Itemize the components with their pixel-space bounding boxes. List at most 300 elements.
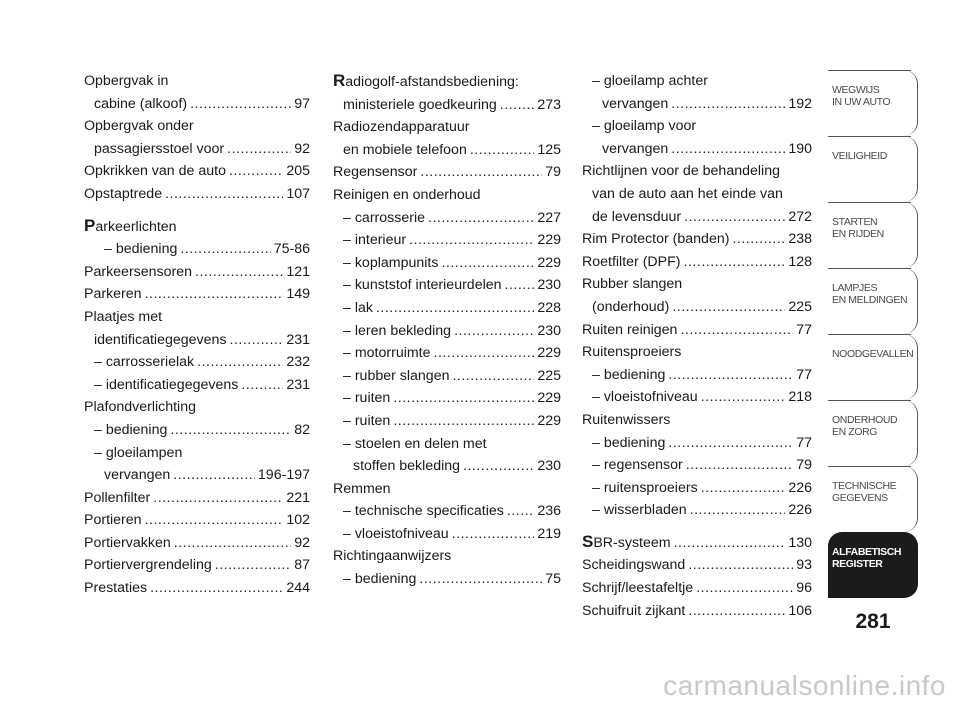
index-line — [582, 183, 812, 206]
index-line-with-page — [84, 261, 310, 284]
dot-leader — [671, 138, 785, 161]
watermark: carmanualsonline.info — [663, 670, 946, 701]
page-reference: 230 — [537, 322, 561, 339]
page-reference: 79 — [545, 164, 561, 181]
index-term-text: Scheidingswand — [582, 557, 686, 574]
dot-leader — [500, 94, 535, 117]
index-entry — [333, 207, 561, 230]
index-entry — [84, 442, 310, 487]
index-term-text: arkeerlichten — [95, 218, 177, 235]
page-reference: 107 — [286, 185, 310, 202]
index-entry — [333, 274, 561, 297]
section-tab-label: TECHNISCHE — [832, 480, 897, 492]
index-term-text: – regensensor — [592, 457, 683, 474]
index-entry — [333, 365, 561, 388]
index-term-text: stoffen bekleding — [353, 458, 461, 475]
page-reference: 149 — [286, 286, 310, 303]
index-line-with-page — [582, 477, 812, 500]
index-term-text: Opbergvak onder — [84, 118, 194, 135]
index-line-with-page — [582, 364, 812, 387]
dot-leader — [145, 509, 284, 532]
index-term-text: Portiervergrendeling — [84, 557, 212, 574]
dot-leader — [684, 206, 785, 229]
dot-leader — [684, 251, 786, 274]
index-line-with-page — [84, 487, 310, 510]
index-line-with-page — [582, 251, 812, 274]
index-term — [602, 138, 668, 161]
page-reference: 130 — [788, 534, 812, 551]
index-term — [84, 115, 194, 138]
index-term — [84, 160, 226, 183]
section-tab-label: VEILIGHEID — [832, 150, 887, 162]
index-term-text: – leren bekleding — [343, 322, 452, 339]
dot-leader — [227, 138, 291, 161]
index-term-text: – bediening — [343, 571, 417, 588]
page-reference: 226 — [788, 479, 812, 496]
section-tab-label: EN MELDINGEN — [832, 294, 908, 306]
page-reference: 238 — [788, 231, 812, 248]
page-reference: 225 — [788, 298, 812, 315]
dot-leader — [420, 161, 542, 184]
index-term-text: – stoelen en delen met — [343, 435, 487, 452]
index-term-text: Parkeersensoren — [84, 263, 193, 280]
page-reference: 229 — [537, 412, 561, 429]
index-term-text: Portiervakken — [84, 534, 171, 551]
index-term-text: Schuifruit zijkant — [582, 602, 686, 619]
dot-leader — [732, 228, 785, 251]
index-line — [582, 115, 812, 138]
index-entry — [582, 499, 812, 522]
index-term-text: en mobiele telefoon — [343, 141, 467, 158]
index-term-text: Roetfilter (DPF) — [582, 253, 681, 270]
index-column-3 — [582, 70, 812, 622]
index-entry — [333, 387, 561, 410]
index-term — [592, 115, 696, 138]
section-tab-label: REGISTER — [832, 558, 883, 570]
index-column-2 — [333, 70, 561, 591]
dot-leader — [173, 464, 255, 487]
index-term-text: ministeriele goedkeuring — [343, 96, 497, 113]
index-term — [343, 568, 416, 591]
index-term — [84, 261, 192, 284]
dot-leader — [195, 261, 283, 284]
index-term-text: identificatiegegevens — [94, 331, 227, 348]
index-term-text: – bediening — [104, 241, 178, 258]
section-tab-label: GEGEVENS — [832, 492, 888, 504]
page-reference: 231 — [286, 376, 310, 393]
index-entry — [582, 386, 812, 409]
index-term — [592, 432, 665, 455]
index-line — [333, 70, 561, 94]
index-term — [104, 238, 177, 261]
index-entry — [582, 577, 812, 600]
index-term — [582, 600, 685, 623]
dot-leader — [180, 238, 270, 261]
index-term-text: – interieur — [343, 232, 407, 249]
index-term — [84, 396, 196, 419]
index-entry — [84, 70, 310, 115]
index-term-text: vervangen — [602, 140, 669, 157]
index-entry — [333, 229, 561, 252]
index-term-text: – kunststof interieurdelen — [343, 277, 502, 294]
page-reference: 125 — [537, 141, 561, 158]
index-entry — [84, 283, 310, 306]
section-tab — [828, 268, 918, 334]
index-term — [592, 296, 669, 319]
dot-leader — [230, 329, 284, 352]
index-term — [602, 93, 668, 116]
index-entry — [84, 396, 310, 419]
index-term-text: Prestaties — [84, 580, 148, 597]
dot-leader — [505, 274, 535, 297]
index-term — [582, 228, 729, 251]
index-entry — [84, 577, 310, 600]
index-entry — [582, 251, 812, 274]
index-term — [333, 70, 519, 94]
index-entry — [582, 477, 812, 500]
dot-leader — [696, 577, 793, 600]
index-entry — [582, 319, 812, 342]
page-reference: 79 — [796, 457, 812, 474]
index-term-text: – gloeilampen — [94, 444, 183, 461]
page-reference: 273 — [537, 96, 561, 113]
index-term — [84, 554, 212, 577]
index-term — [343, 387, 390, 410]
section-tab-label: EN RIJDEN — [832, 228, 884, 240]
page-reference: 92 — [294, 140, 310, 157]
index-entry — [333, 161, 561, 184]
index-line-with-page — [84, 160, 310, 183]
dot-leader — [701, 477, 786, 500]
page-reference: 93 — [796, 557, 812, 574]
index-line-with-page — [333, 320, 561, 343]
index-line-with-page — [84, 283, 310, 306]
page-reference: 231 — [286, 331, 310, 348]
index-term — [343, 410, 390, 433]
page-number: 281 — [855, 610, 891, 633]
index-term — [84, 532, 171, 555]
index-term — [343, 297, 373, 320]
page-reference: 92 — [294, 534, 310, 551]
index-term — [582, 251, 681, 274]
index-term — [582, 319, 677, 342]
index-line-with-page — [84, 329, 310, 352]
index-term-text: – bediening — [592, 434, 666, 451]
dot-leader — [454, 320, 534, 343]
index-term-text: BR-systeem — [593, 534, 671, 551]
index-term-text: – ruiten — [343, 390, 391, 407]
section-tab-label: ONDERHOUD — [832, 414, 898, 426]
index-line-with-page — [84, 351, 310, 374]
letter-initial: R — [333, 71, 346, 90]
index-line — [84, 215, 310, 239]
index-line-with-page — [582, 138, 812, 161]
page-reference: 221 — [286, 489, 310, 506]
index-entry — [333, 252, 561, 275]
index-term-text: Opkrikken van de auto — [84, 163, 226, 180]
index-term-text: Rubber slangen — [582, 276, 683, 293]
index-term-text: – identificatiegegevens — [94, 376, 239, 393]
index-line-with-page — [333, 274, 561, 297]
index-term-text: – bediening — [94, 421, 168, 438]
dot-leader — [393, 410, 534, 433]
index-entry — [84, 532, 310, 555]
index-line-with-page — [582, 206, 812, 229]
index-line-with-page — [582, 531, 812, 555]
index-term — [84, 70, 168, 93]
index-entry — [582, 228, 812, 251]
index-term — [582, 160, 780, 183]
index-term-text: – ruiten — [343, 412, 391, 429]
index-term — [84, 306, 162, 329]
index-term — [343, 320, 451, 343]
index-entry — [582, 364, 812, 387]
index-entry — [333, 342, 561, 365]
dot-leader — [229, 160, 283, 183]
index-line-with-page — [333, 229, 561, 252]
page-reference: 75 — [545, 571, 561, 588]
dot-leader — [190, 93, 291, 116]
index-term-text: Regensensor — [333, 164, 418, 181]
page-reference: 227 — [537, 209, 561, 226]
page-reference: 192 — [788, 95, 812, 112]
index-term-text: Ruiten reinigen — [582, 321, 678, 338]
dot-leader — [434, 342, 535, 365]
index-term — [84, 183, 162, 206]
index-entry — [84, 487, 310, 510]
index-line-with-page — [84, 138, 310, 161]
index-term — [343, 229, 406, 252]
index-term-text: Parkeren — [84, 286, 142, 303]
index-line — [84, 70, 310, 93]
index-term-text: Ruitenwissers — [582, 411, 671, 428]
index-entry — [582, 531, 812, 555]
index-entry — [333, 433, 561, 478]
index-term — [333, 116, 469, 139]
index-term — [343, 94, 497, 117]
dot-leader — [688, 600, 785, 623]
dot-leader — [170, 419, 291, 442]
section-tab-label: STARTEN — [832, 216, 878, 228]
section-tab — [828, 532, 918, 598]
index-entry — [84, 183, 310, 206]
section-tabs — [828, 70, 918, 598]
index-entry — [84, 554, 310, 577]
index-term-text: Remmen — [333, 480, 391, 497]
dot-leader — [215, 554, 291, 577]
index-term-text: – vloeistofniveau — [592, 389, 698, 406]
index-line-with-page — [84, 93, 310, 116]
dot-leader — [376, 297, 534, 320]
index-entry — [333, 116, 561, 161]
dot-leader — [680, 319, 793, 342]
index-line-with-page — [582, 93, 812, 116]
index-line-with-page — [333, 500, 561, 523]
index-term-text: passagiersstoel voor — [94, 140, 225, 157]
index-entry — [84, 115, 310, 160]
page-reference: 77 — [796, 366, 812, 383]
index-entry — [84, 419, 310, 442]
index-term — [84, 283, 142, 306]
dot-leader — [668, 364, 793, 387]
index-entry — [333, 568, 561, 591]
dot-leader — [153, 487, 283, 510]
index-line-with-page — [84, 577, 310, 600]
dot-leader — [150, 577, 283, 600]
index-entry — [582, 454, 812, 477]
index-line-with-page — [333, 161, 561, 184]
index-term — [353, 455, 460, 478]
index-line-with-page — [84, 554, 310, 577]
index-entry — [84, 261, 310, 284]
index-line — [84, 115, 310, 138]
index-line-with-page — [333, 297, 561, 320]
index-term — [94, 138, 224, 161]
index-term — [94, 442, 182, 465]
dot-leader — [409, 229, 534, 252]
index-term-text: – wisserbladen — [592, 502, 687, 519]
index-term — [582, 531, 671, 555]
index-entry — [582, 600, 812, 623]
index-entry — [333, 478, 561, 501]
dot-leader — [671, 93, 785, 116]
index-term-text: Plafondverlichting — [84, 399, 196, 416]
index-term — [94, 374, 238, 397]
index-line-with-page — [582, 577, 812, 600]
index-column-1 — [84, 70, 310, 600]
index-term — [343, 342, 431, 365]
index-term — [343, 252, 438, 275]
page-reference: 205 — [286, 163, 310, 180]
index-term — [94, 329, 227, 352]
page-reference: 228 — [537, 299, 561, 316]
index-line — [582, 341, 812, 364]
letter-initial: P — [84, 215, 96, 235]
page-reference: 121 — [286, 263, 310, 280]
section-tab-label: EN ZORG — [832, 426, 878, 438]
index-entry — [84, 215, 310, 261]
index-line-with-page — [84, 419, 310, 442]
index-term — [592, 70, 708, 93]
index-term — [343, 274, 502, 297]
section-tab-label: WEGWIJS — [832, 84, 880, 96]
index-line-with-page — [582, 386, 812, 409]
index-line-with-page — [582, 554, 812, 577]
index-line-with-page — [333, 94, 561, 117]
index-term — [592, 477, 698, 500]
index-line — [333, 433, 561, 456]
page-reference: 106 — [788, 602, 812, 619]
index-line-with-page — [582, 432, 812, 455]
index-line — [333, 478, 561, 501]
index-term-text: – rubber slangen — [343, 367, 450, 384]
index-line-with-page — [582, 454, 812, 477]
index-term-text: – ruitensproeiers — [592, 479, 698, 496]
dot-leader — [452, 365, 534, 388]
index-line-with-page — [582, 228, 812, 251]
index-term — [94, 419, 167, 442]
index-term — [592, 454, 683, 477]
index-line — [582, 409, 812, 432]
section-tab — [828, 136, 918, 202]
index-term-text: – technische specificaties — [343, 503, 504, 520]
index-entry — [333, 297, 561, 320]
page-reference: 196-197 — [257, 467, 310, 484]
index-line-with-page — [333, 387, 561, 410]
index-term-text: de levensduur — [592, 208, 682, 225]
index-term-text: – lak — [343, 299, 373, 316]
index-term-text: van de auto aan het einde van — [592, 185, 783, 202]
index-term — [592, 499, 687, 522]
letter-initial: S — [582, 531, 594, 551]
index-line-with-page — [84, 509, 310, 532]
page-reference: 96 — [796, 580, 812, 597]
index-term — [582, 577, 693, 600]
index-term — [94, 93, 187, 116]
page-reference: 219 — [537, 525, 561, 542]
index-term — [592, 364, 665, 387]
section-tab — [828, 400, 918, 466]
index-term — [333, 545, 451, 568]
dot-leader — [688, 554, 793, 577]
index-line — [582, 70, 812, 93]
index-line-with-page — [582, 499, 812, 522]
index-entry — [582, 160, 812, 228]
index-term-text: Richtlijnen voor de behandeling — [582, 163, 780, 180]
page-reference: 87 — [294, 557, 310, 574]
index-line-with-page — [333, 207, 561, 230]
page-reference: 229 — [537, 232, 561, 249]
index-term — [592, 206, 681, 229]
page-reference: 225 — [537, 367, 561, 384]
index-line — [333, 545, 561, 568]
index-term-text: Ruitensproeiers — [582, 344, 682, 361]
dot-leader — [441, 252, 534, 275]
section-tab-label: LAMPJES — [832, 282, 878, 294]
dot-leader — [507, 500, 534, 523]
index-term-text: vervangen — [602, 95, 669, 112]
index-entry — [333, 545, 561, 568]
index-term — [592, 386, 698, 409]
page-reference: 229 — [537, 390, 561, 407]
index-entry — [84, 374, 310, 397]
index-entry — [582, 70, 812, 115]
index-term-text: Reinigen en onderhoud — [333, 186, 481, 203]
page-reference: 229 — [537, 254, 561, 271]
index-line — [582, 160, 812, 183]
index-term-text: Opbergvak in — [84, 73, 169, 89]
page-reference: 77 — [796, 321, 812, 338]
dot-leader — [145, 283, 284, 306]
index-term-text: – gloeilamp achter — [592, 73, 708, 89]
index-entry — [333, 523, 561, 546]
index-entry — [84, 306, 310, 351]
index-line-with-page — [582, 319, 812, 342]
index-term-text: Portieren — [84, 512, 142, 529]
dot-leader — [452, 523, 535, 546]
index-line-with-page — [582, 296, 812, 319]
index-term — [84, 215, 177, 239]
index-entry — [84, 509, 310, 532]
page-reference: 75-86 — [273, 241, 310, 258]
index-term-text: – vloeistofniveau — [343, 525, 449, 542]
index-term-text: Radiozendapparatuur — [333, 119, 470, 136]
index-term — [104, 464, 170, 487]
index-term-text: Pollenfilter — [84, 489, 151, 506]
index-line-with-page — [333, 523, 561, 546]
index-line — [582, 273, 812, 296]
section-tab — [828, 334, 918, 400]
